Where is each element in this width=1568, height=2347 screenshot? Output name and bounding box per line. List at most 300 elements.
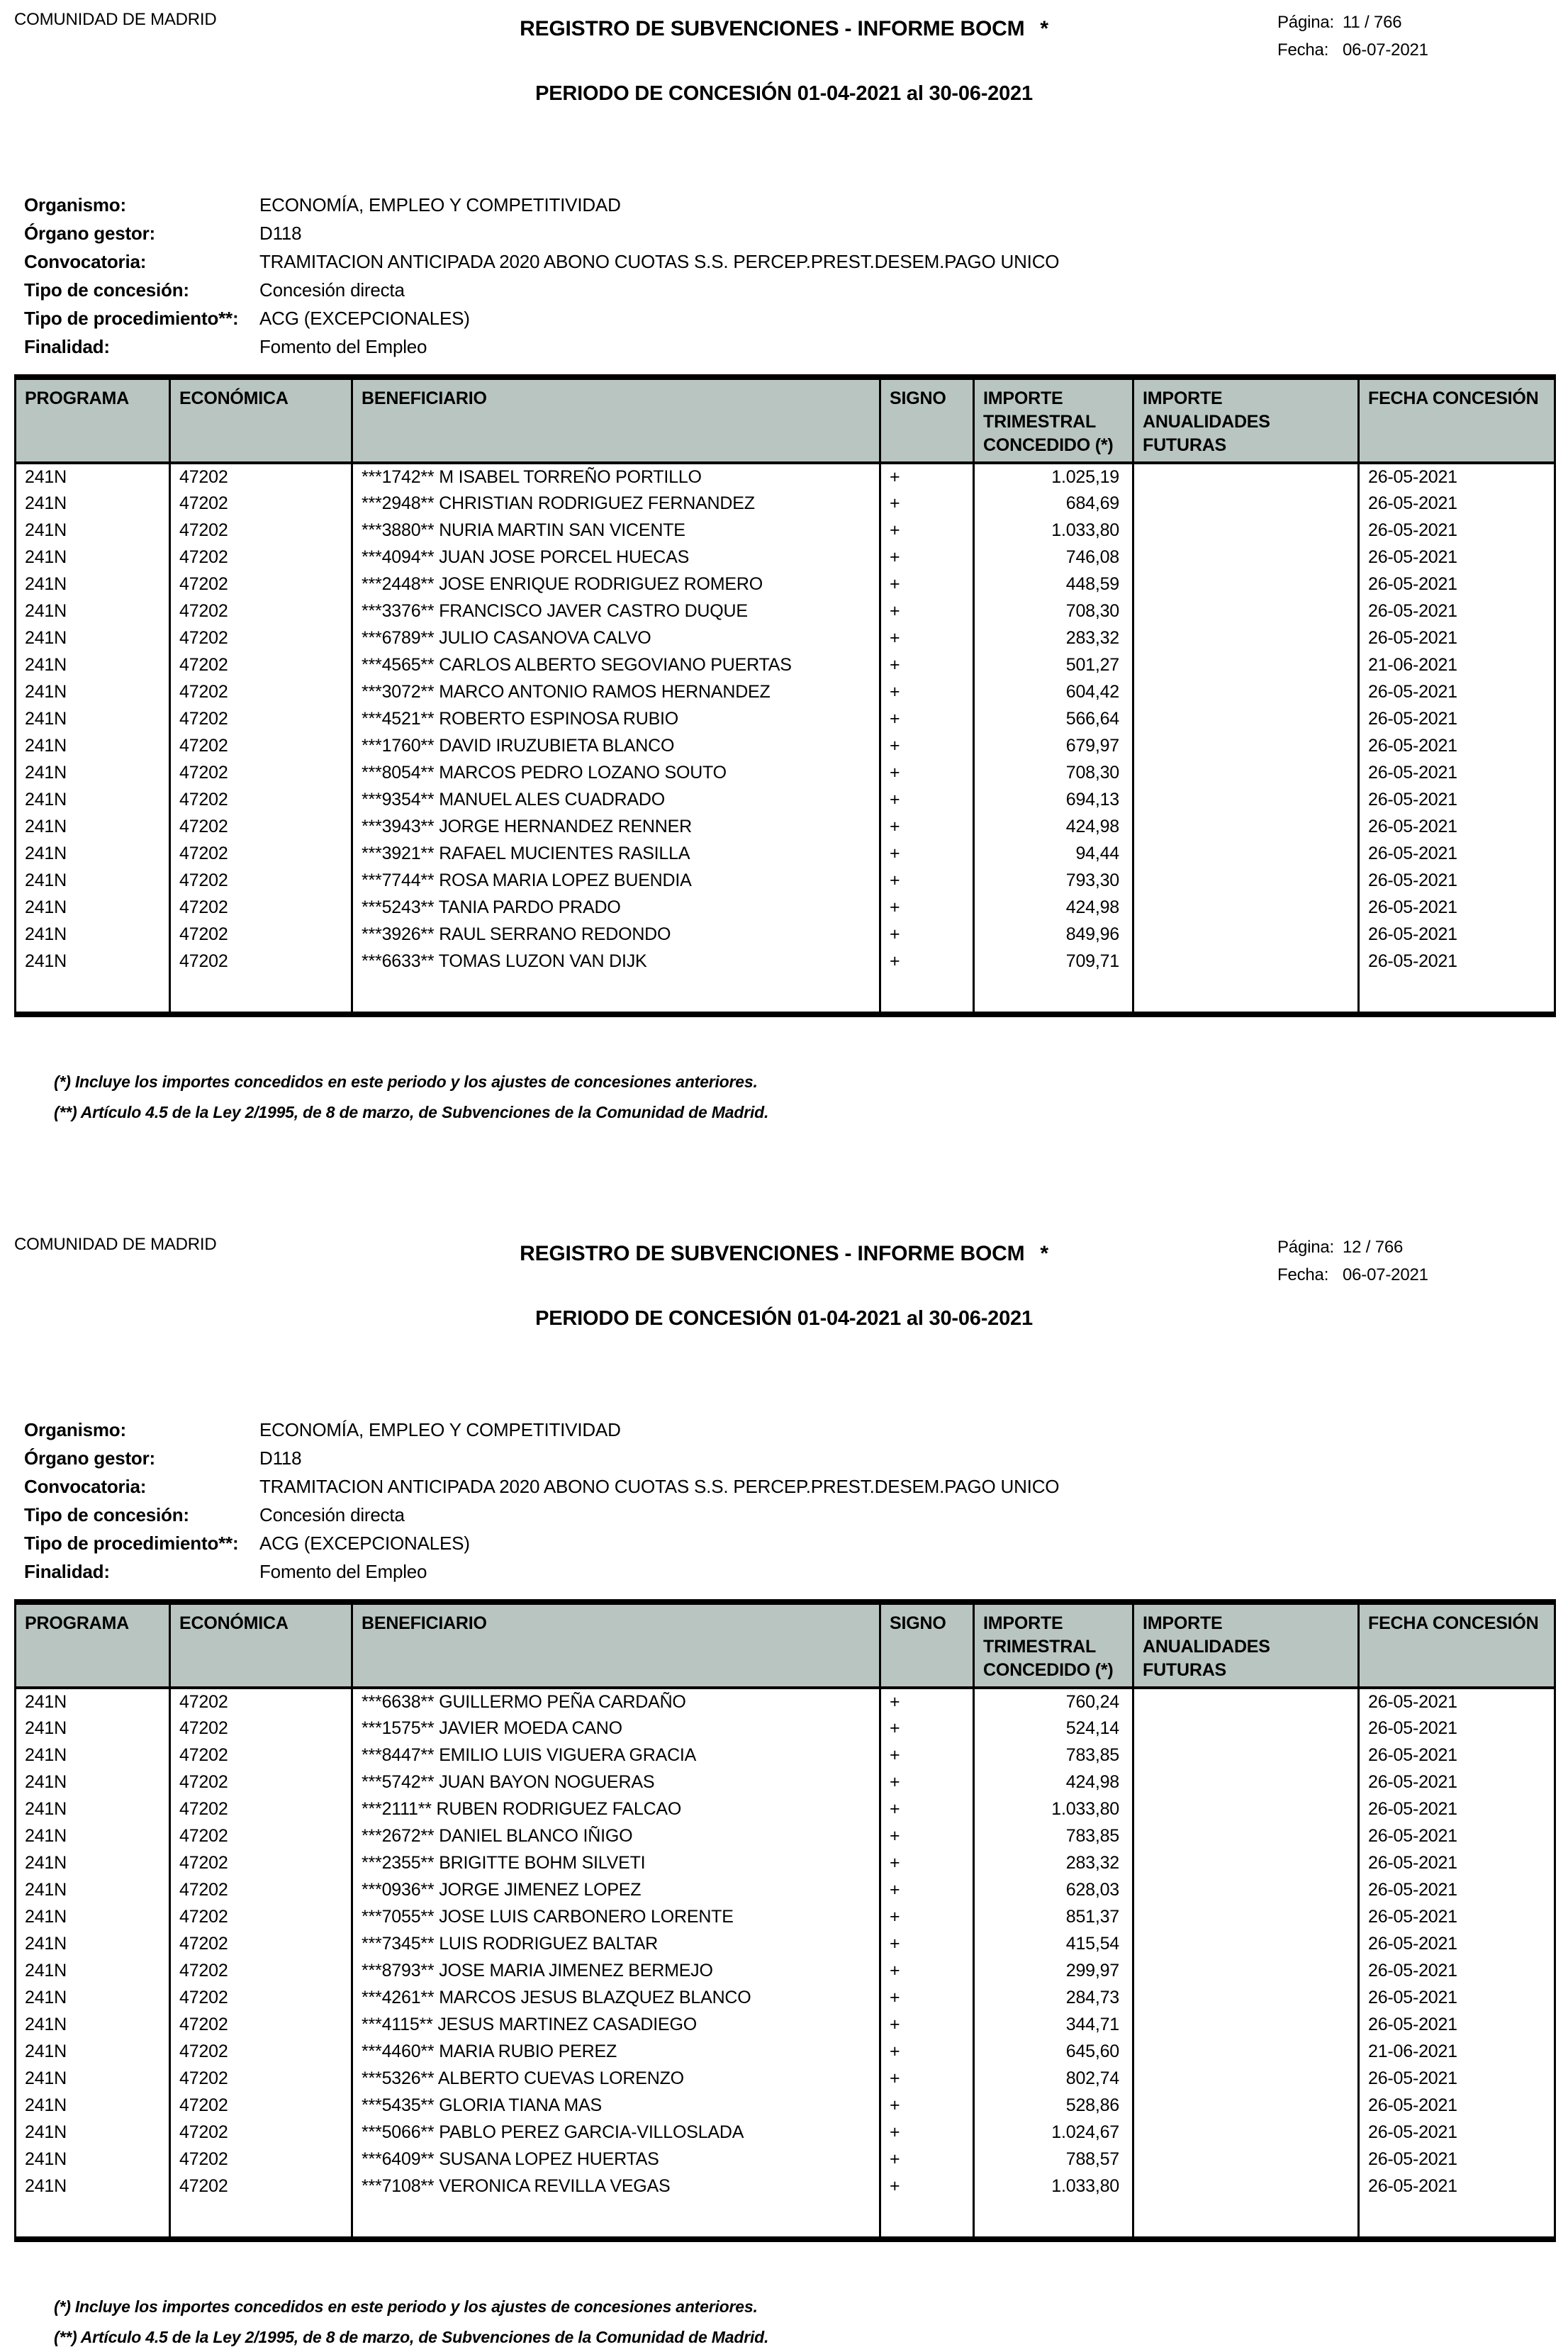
table-cell: 283,32 — [974, 624, 1133, 651]
table-cell: 47202 — [170, 732, 352, 759]
table-cell: 241N — [16, 786, 170, 813]
table-cell: 26-05-2021 — [1359, 544, 1555, 571]
table-cell: ***7744** ROSA MARIA LOPEZ BUENDIA — [352, 867, 880, 894]
table-cell: 241N — [16, 571, 170, 598]
table-cell: 709,71 — [974, 948, 1133, 975]
table-cell: 241N — [16, 1930, 170, 1957]
table-cell: 26-05-2021 — [1359, 1715, 1555, 1742]
footnotes — [14, 1072, 1554, 1122]
subsidies-table — [14, 374, 1556, 1017]
meta-label: Convocatoria: — [24, 251, 147, 272]
table-cell: 851,37 — [974, 1903, 1133, 1930]
table-row — [16, 2119, 1555, 2146]
table-cell: 26-05-2021 — [1359, 1930, 1555, 1957]
table-cell: + — [880, 463, 974, 490]
table-filler-row — [16, 2200, 1555, 2239]
table-cell — [880, 975, 974, 1014]
table-cell: 26-05-2021 — [1359, 1822, 1555, 1849]
table-cell: 26-05-2021 — [1359, 1876, 1555, 1903]
table-cell: ***3376** FRANCISCO JAVER CASTRO DUQUE — [352, 598, 880, 624]
table-row — [16, 2011, 1555, 2038]
table-cell — [1133, 1930, 1359, 1957]
table-cell: + — [880, 517, 974, 544]
page-header — [14, 6, 1554, 119]
table-cell: 679,97 — [974, 732, 1133, 759]
meta-label: Tipo de concesión: — [24, 1504, 189, 1525]
table-cell — [1359, 975, 1555, 1014]
report-title — [520, 1242, 1048, 1266]
table-cell: + — [880, 624, 974, 651]
table-row — [16, 544, 1555, 571]
table-cell — [1133, 921, 1359, 948]
column-header-economica: ECONÓMICA — [170, 377, 352, 463]
table-cell: 424,98 — [974, 894, 1133, 921]
table-cell: + — [880, 1715, 974, 1742]
report-date-value: 06-07-2021 — [1343, 1265, 1428, 1284]
table-cell: 47202 — [170, 2146, 352, 2173]
table-cell — [1133, 678, 1359, 705]
table-row — [16, 1796, 1555, 1822]
table-cell: + — [880, 1957, 974, 1984]
table-cell: 708,30 — [974, 598, 1133, 624]
table-body — [16, 1688, 1555, 2239]
table-cell: 47202 — [170, 624, 352, 651]
table-cell: ***2672** DANIEL BLANCO IÑIGO — [352, 1822, 880, 1849]
table-cell: 299,97 — [974, 1957, 1133, 1984]
table-cell: 241N — [16, 1715, 170, 1742]
table-cell: ***8447** EMILIO LUIS VIGUERA GRACIA — [352, 1742, 880, 1769]
table-cell — [1133, 840, 1359, 867]
table-cell — [1133, 1903, 1359, 1930]
table-cell: 26-05-2021 — [1359, 624, 1555, 651]
column-header-programa: PROGRAMA — [16, 377, 170, 463]
table-cell: 241N — [16, 732, 170, 759]
column-header-beneficiario: BENEFICIARIO — [352, 1602, 880, 1688]
column-header-importe-anualidades: IMPORTE ANUALIDADES FUTURAS — [1133, 377, 1359, 463]
table-filler-row — [16, 975, 1555, 1014]
table-cell: 788,57 — [974, 2146, 1133, 2173]
table-cell: 47202 — [170, 1742, 352, 1769]
report-title-text: REGISTRO DE SUBVENCIONES - INFORME BOCM — [520, 1242, 1025, 1265]
table-cell — [1133, 2011, 1359, 2038]
table-cell: 501,27 — [974, 651, 1133, 678]
table-cell: 1.033,80 — [974, 517, 1133, 544]
table-cell: 241N — [16, 544, 170, 571]
table-cell: 26-05-2021 — [1359, 598, 1555, 624]
table-cell: 47202 — [170, 651, 352, 678]
metadata-block — [14, 194, 1554, 364]
org-name: COMUNIDAD DE MADRID — [14, 10, 217, 29]
table-cell: 26-05-2021 — [1359, 571, 1555, 598]
table-cell: 21-06-2021 — [1359, 2038, 1555, 2065]
table-cell: + — [880, 2011, 974, 2038]
table-cell: 21-06-2021 — [1359, 651, 1555, 678]
table-cell: 47202 — [170, 2173, 352, 2200]
table-cell: ***5066** PABLO PEREZ GARCIA-VILLOSLADA — [352, 2119, 880, 2146]
table-cell: 760,24 — [974, 1688, 1133, 1715]
table-cell: + — [880, 1742, 974, 1769]
table-cell: 849,96 — [974, 921, 1133, 948]
table-cell — [1133, 1742, 1359, 1769]
table-cell: 241N — [16, 2065, 170, 2092]
table-cell: ***3072** MARCO ANTONIO RAMOS HERNANDEZ — [352, 678, 880, 705]
table-cell — [1133, 651, 1359, 678]
column-header-importe-trimestral: IMPORTE TRIMESTRAL CONCEDIDO (*) — [974, 377, 1133, 463]
table-cell: 26-05-2021 — [1359, 1688, 1555, 1715]
table-cell: 241N — [16, 1876, 170, 1903]
table-cell: 684,69 — [974, 490, 1133, 517]
table-row — [16, 1769, 1555, 1796]
table-cell: 47202 — [170, 2119, 352, 2146]
table-cell: 448,59 — [974, 571, 1133, 598]
table-cell: ***3943** JORGE HERNANDEZ RENNER — [352, 813, 880, 840]
title-asterisk: * — [1040, 17, 1048, 40]
table-cell: 26-05-2021 — [1359, 517, 1555, 544]
table-cell: 241N — [16, 1796, 170, 1822]
table-cell: 241N — [16, 2173, 170, 2200]
meta-value: ECONOMÍA, EMPLEO Y COMPETITIVIDAD — [259, 1419, 621, 1440]
page-number-row — [1277, 1238, 1554, 1257]
table-cell: + — [880, 571, 974, 598]
meta-row-finalidad — [24, 336, 1554, 364]
table-cell: + — [880, 2092, 974, 2119]
meta-label: Organismo: — [24, 1419, 126, 1440]
table-cell: ***4521** ROBERTO ESPINOSA RUBIO — [352, 705, 880, 732]
table-cell: 26-05-2021 — [1359, 2119, 1555, 2146]
table-cell — [1133, 2173, 1359, 2200]
meta-label: Organismo: — [24, 194, 126, 215]
table-cell: 241N — [16, 1957, 170, 1984]
table-cell: ***1742** M ISABEL TORREÑO PORTILLO — [352, 463, 880, 490]
table-cell: 47202 — [170, 1876, 352, 1903]
table-cell: ***2948** CHRISTIAN RODRIGUEZ FERNANDEZ — [352, 490, 880, 517]
page-info — [1277, 1231, 1554, 1344]
table-cell — [1133, 813, 1359, 840]
table-cell: + — [880, 786, 974, 813]
table-header — [16, 1602, 1555, 1688]
table-cell: ***0936** JORGE JIMENEZ LOPEZ — [352, 1876, 880, 1903]
table-cell: 241N — [16, 2038, 170, 2065]
meta-value: Fomento del Empleo — [259, 336, 427, 357]
table-cell: 47202 — [170, 598, 352, 624]
table-cell: 47202 — [170, 948, 352, 975]
table-row — [16, 1688, 1555, 1715]
table-cell — [1133, 2146, 1359, 2173]
table-row — [16, 1849, 1555, 1876]
table-cell: 424,98 — [974, 813, 1133, 840]
report-date-row — [1277, 40, 1554, 60]
footnote-2: (**) Artículo 4.5 de la Ley 2/1995, de 8 de marzo, de Subvenciones de la Comunidad de Madrid. — [54, 2328, 769, 2346]
table-row — [16, 786, 1555, 813]
table-row — [16, 1957, 1555, 1984]
table-cell: 26-05-2021 — [1359, 813, 1555, 840]
table-cell: 241N — [16, 813, 170, 840]
table-cell: 524,14 — [974, 1715, 1133, 1742]
table-cell: 241N — [16, 921, 170, 948]
table-cell: 26-05-2021 — [1359, 1769, 1555, 1796]
table-cell: 26-05-2021 — [1359, 490, 1555, 517]
footnotes — [14, 2297, 1554, 2347]
meta-row-organismo — [24, 194, 1554, 223]
footnote-1: (*) Incluye los importes concedidos en este periodo y los ajustes de concesiones anteriores. — [54, 2297, 758, 2316]
table-row — [16, 2146, 1555, 2173]
table-cell: + — [880, 1984, 974, 2011]
table-cell: 47202 — [170, 571, 352, 598]
table-cell: 344,71 — [974, 2011, 1133, 2038]
table-cell: 47202 — [170, 1984, 352, 2011]
table-cell: 47202 — [170, 867, 352, 894]
table-row — [16, 624, 1555, 651]
table-row — [16, 1822, 1555, 1849]
table-cell: 26-05-2021 — [1359, 1796, 1555, 1822]
meta-row-finalidad — [24, 1561, 1554, 1589]
meta-label: Tipo de procedimiento**: — [24, 308, 239, 329]
table-cell: 47202 — [170, 1849, 352, 1876]
table-cell: + — [880, 544, 974, 571]
page-number-row — [1277, 13, 1554, 33]
table-cell: + — [880, 1876, 974, 1903]
table-cell — [974, 2200, 1133, 2239]
table-cell: 283,32 — [974, 1849, 1133, 1876]
footnote-1: (*) Incluye los importes concedidos en este periodo y los ajustes de concesiones anteriores. — [54, 1072, 758, 1091]
page-number-label: Página: — [1277, 13, 1334, 32]
meta-row-organismo — [24, 1419, 1554, 1447]
table-cell: 47202 — [170, 759, 352, 786]
table-row — [16, 732, 1555, 759]
meta-value: ACG (EXCEPCIONALES) — [259, 308, 470, 329]
table-cell: 241N — [16, 948, 170, 975]
table-row — [16, 1742, 1555, 1769]
table-cell: 241N — [16, 1849, 170, 1876]
table-row — [16, 759, 1555, 786]
table-cell: 47202 — [170, 786, 352, 813]
table-cell: 1.033,80 — [974, 2173, 1133, 2200]
table-cell: ***6638** GUILLERMO PEÑA CARDAÑO — [352, 1688, 880, 1715]
table-cell: 47202 — [170, 2011, 352, 2038]
metadata-block — [14, 1419, 1554, 1589]
report-page-1 — [0, 0, 1568, 1168]
table-cell: 26-05-2021 — [1359, 1742, 1555, 1769]
table-cell: 783,85 — [974, 1822, 1133, 1849]
table-cell: 26-05-2021 — [1359, 786, 1555, 813]
table-cell: ***4261** MARCOS JESUS BLAZQUEZ BLANCO — [352, 1984, 880, 2011]
meta-value: TRAMITACION ANTICIPADA 2020 ABONO CUOTAS S.S. PERCEP.PREST.DESEM.PAGO UNICO — [259, 1476, 1060, 1497]
table-cell: ***8793** JOSE MARIA JIMENEZ BERMEJO — [352, 1957, 880, 1984]
column-header-signo: SIGNO — [880, 377, 974, 463]
table-cell: 241N — [16, 894, 170, 921]
table-cell: 783,85 — [974, 1742, 1133, 1769]
table-cell: 47202 — [170, 840, 352, 867]
org-name: COMUNIDAD DE MADRID — [14, 1235, 217, 1254]
meta-row-tipo-concesion — [24, 279, 1554, 308]
report-date-label: Fecha: — [1277, 40, 1329, 60]
table-row — [16, 463, 1555, 490]
table-cell: ***3921** RAFAEL MUCIENTES RASILLA — [352, 840, 880, 867]
table-cell: 241N — [16, 2146, 170, 2173]
table-cell: 47202 — [170, 1769, 352, 1796]
table-row — [16, 2173, 1555, 2200]
meta-value: D118 — [259, 1447, 302, 1469]
table-cell: 26-05-2021 — [1359, 867, 1555, 894]
meta-row-tipo-procedimiento — [24, 1533, 1554, 1561]
table-cell: 424,98 — [974, 1769, 1133, 1796]
table-cell: 241N — [16, 463, 170, 490]
table-cell: + — [880, 2146, 974, 2173]
table-row — [16, 948, 1555, 975]
table-cell: + — [880, 705, 974, 732]
table-cell — [1133, 1769, 1359, 1796]
table-cell: 241N — [16, 840, 170, 867]
table-cell — [1133, 517, 1359, 544]
table-cell: 241N — [16, 598, 170, 624]
page-info — [1277, 6, 1554, 119]
report-page-2 — [0, 1168, 1568, 2346]
page-number-label: Página: — [1277, 1238, 1334, 1257]
meta-value: Concesión directa — [259, 1504, 405, 1525]
table-cell: 26-05-2021 — [1359, 921, 1555, 948]
table-cell: 47202 — [170, 2092, 352, 2119]
table-cell — [1133, 732, 1359, 759]
report-date-label: Fecha: — [1277, 1265, 1329, 1284]
table-cell: 241N — [16, 517, 170, 544]
table-cell — [1133, 624, 1359, 651]
table-cell — [1133, 2038, 1359, 2065]
table-cell — [1133, 2119, 1359, 2146]
table-row — [16, 1876, 1555, 1903]
table-cell: ***6409** SUSANA LOPEZ HUERTAS — [352, 2146, 880, 2173]
column-header-importe-trimestral: IMPORTE TRIMESTRAL CONCEDIDO (*) — [974, 1602, 1133, 1688]
table-cell: 694,13 — [974, 786, 1133, 813]
table-cell: + — [880, 894, 974, 921]
meta-label: Convocatoria: — [24, 1476, 147, 1497]
table-cell: ***6633** TOMAS LUZON VAN DIJK — [352, 948, 880, 975]
table-cell: ***9354** MANUEL ALES CUADRADO — [352, 786, 880, 813]
title-block — [520, 1231, 1048, 1344]
meta-row-convocatoria — [24, 1476, 1554, 1504]
meta-value: TRAMITACION ANTICIPADA 2020 ABONO CUOTAS S.S. PERCEP.PREST.DESEM.PAGO UNICO — [259, 251, 1060, 272]
table-cell: 47202 — [170, 894, 352, 921]
meta-value: ECONOMÍA, EMPLEO Y COMPETITIVIDAD — [259, 194, 621, 215]
table-header — [16, 377, 1555, 463]
table-cell — [1133, 894, 1359, 921]
table-row — [16, 840, 1555, 867]
table-cell: 241N — [16, 759, 170, 786]
table-cell: 802,74 — [974, 2065, 1133, 2092]
page-header — [14, 1231, 1554, 1344]
table-cell: 26-05-2021 — [1359, 463, 1555, 490]
table-cell: 94,44 — [974, 840, 1133, 867]
table-cell: ***6789** JULIO CASANOVA CALVO — [352, 624, 880, 651]
table-cell — [170, 975, 352, 1014]
table-cell: ***1760** DAVID IRUZUBIETA BLANCO — [352, 732, 880, 759]
table-header-row — [16, 1602, 1555, 1688]
table-row — [16, 2092, 1555, 2119]
column-header-beneficiario: BENEFICIARIO — [352, 377, 880, 463]
table-cell: 241N — [16, 1769, 170, 1796]
table-cell: + — [880, 490, 974, 517]
meta-label: Tipo de procedimiento**: — [24, 1533, 239, 1554]
report-title — [520, 17, 1048, 41]
table-row — [16, 678, 1555, 705]
table-cell — [1133, 1849, 1359, 1876]
table-cell: 47202 — [170, 1903, 352, 1930]
table-cell: 528,86 — [974, 2092, 1133, 2119]
report-subtitle: PERIODO DE CONCESIÓN 01-04-2021 al 30-06-2021 — [535, 82, 1033, 105]
table-cell — [880, 2200, 974, 2239]
table-cell: 241N — [16, 651, 170, 678]
table-cell — [170, 2200, 352, 2239]
table-cell: 47202 — [170, 1796, 352, 1822]
table-cell: + — [880, 2038, 974, 2065]
meta-row-convocatoria — [24, 251, 1554, 279]
table-cell — [1133, 2065, 1359, 2092]
table-cell — [1133, 1876, 1359, 1903]
table-cell: ***7108** VERONICA REVILLA VEGAS — [352, 2173, 880, 2200]
column-header-importe-anualidades: IMPORTE ANUALIDADES FUTURAS — [1133, 1602, 1359, 1688]
table-cell: 708,30 — [974, 759, 1133, 786]
table-cell: ***3880** NURIA MARTIN SAN VICENTE — [352, 517, 880, 544]
meta-value: ACG (EXCEPCIONALES) — [259, 1533, 470, 1554]
table-cell: + — [880, 813, 974, 840]
table-cell — [974, 975, 1133, 1014]
table-cell: 26-05-2021 — [1359, 948, 1555, 975]
footnote-2: (**) Artículo 4.5 de la Ley 2/1995, de 8 de marzo, de Subvenciones de la Comunidad de Madrid. — [54, 1103, 769, 1121]
table-cell — [1133, 2092, 1359, 2119]
table-cell: + — [880, 948, 974, 975]
table-cell: 1.024,67 — [974, 2119, 1133, 2146]
column-header-economica: ECONÓMICA — [170, 1602, 352, 1688]
table-cell — [16, 975, 170, 1014]
table-cell — [1133, 490, 1359, 517]
column-header-programa: PROGRAMA — [16, 1602, 170, 1688]
table-row — [16, 2065, 1555, 2092]
table-cell: 47202 — [170, 517, 352, 544]
table-cell: 793,30 — [974, 867, 1133, 894]
table-cell: + — [880, 678, 974, 705]
table-cell: 746,08 — [974, 544, 1133, 571]
column-header-fecha-concesion: FECHA CONCESIÓN — [1359, 1602, 1555, 1688]
table-cell: 47202 — [170, 2038, 352, 2065]
table-cell: 241N — [16, 1903, 170, 1930]
table-cell: 26-05-2021 — [1359, 2065, 1555, 2092]
meta-value: D118 — [259, 223, 302, 244]
table-cell: 241N — [16, 1984, 170, 2011]
table-cell — [1133, 759, 1359, 786]
table-cell: 26-05-2021 — [1359, 1984, 1555, 2011]
table-cell: 47202 — [170, 1715, 352, 1742]
table-row — [16, 2038, 1555, 2065]
table-cell: ***2448** JOSE ENRIQUE RODRIGUEZ ROMERO — [352, 571, 880, 598]
table-cell: + — [880, 1769, 974, 1796]
table-cell: 566,64 — [974, 705, 1133, 732]
meta-value: Concesión directa — [259, 279, 405, 301]
table-cell — [1359, 2200, 1555, 2239]
table-cell: 47202 — [170, 2065, 352, 2092]
table-cell: 26-05-2021 — [1359, 1903, 1555, 1930]
table-cell: ***7345** LUIS RODRIGUEZ BALTAR — [352, 1930, 880, 1957]
table-cell: 241N — [16, 1742, 170, 1769]
table-cell — [1133, 1957, 1359, 1984]
table-cell: 241N — [16, 1822, 170, 1849]
table-cell: 47202 — [170, 1930, 352, 1957]
table-cell: 241N — [16, 2011, 170, 2038]
meta-row-tipo-concesion — [24, 1504, 1554, 1533]
column-header-fecha-concesion: FECHA CONCESIÓN — [1359, 377, 1555, 463]
table-cell: 26-05-2021 — [1359, 840, 1555, 867]
table-cell: + — [880, 1849, 974, 1876]
table-cell: 628,03 — [974, 1876, 1133, 1903]
table-row — [16, 1930, 1555, 1957]
